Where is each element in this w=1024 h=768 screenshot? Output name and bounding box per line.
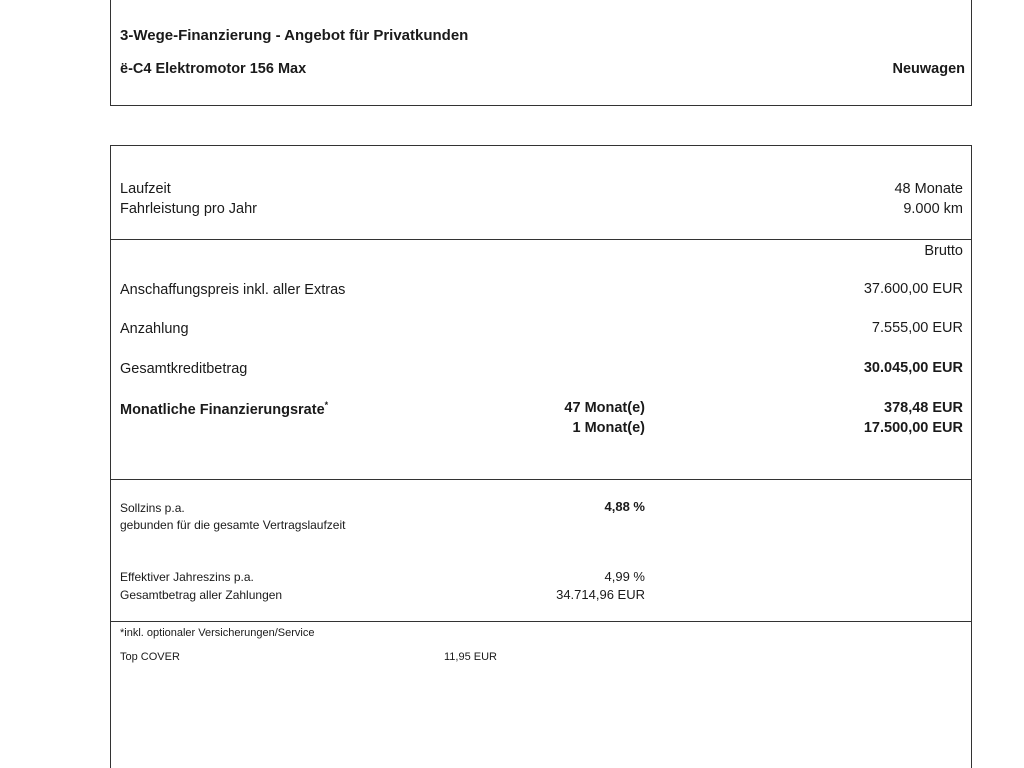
rate2-value: 17.500,00 EUR: [863, 420, 963, 436]
gesamt-value: 34.714,96 EUR: [556, 587, 645, 602]
effektiv-label: Effektiver Jahreszins p.a.: [120, 570, 254, 584]
sollzins-note: gebunden für die gesamte Vertragslaufzeit: [120, 518, 346, 532]
anzahlung-value: 7.555,00 EUR: [871, 320, 963, 336]
rate1-value: 378,48 EUR: [884, 400, 963, 416]
effektiv-value: 4,99 %: [604, 569, 645, 584]
rate-label-text: Monatliche Finanzierungsrate: [120, 401, 325, 418]
top-cover-label: Top COVER: [120, 651, 180, 663]
rate-asterisk: *: [324, 400, 329, 410]
insurance-footnote: *inkl. optionaler Versicherungen/Service: [120, 627, 315, 639]
divider: [111, 239, 971, 240]
sollzins-label: Sollzins p.a.: [120, 501, 185, 515]
divider: [111, 621, 971, 622]
rate2-months: 1 Monat(e): [572, 420, 645, 436]
rate-label: [120, 400, 328, 418]
sollzins-value: 4,88 %: [604, 499, 645, 514]
offer-title: 3-Wege-Finanzierung - Angebot für Privatkunden: [120, 27, 469, 44]
laufzeit-label: Laufzeit: [120, 181, 171, 197]
anzahlung-label: Anzahlung: [120, 321, 189, 337]
anschaffung-value: 37.600,00 EUR: [863, 281, 963, 297]
offer-header-box: [110, 0, 972, 106]
laufzeit-value: 48 Monate: [894, 181, 963, 197]
vehicle-model: ë-C4 Elektromotor 156 Max: [120, 61, 307, 77]
divider: [111, 479, 971, 480]
kredit-label: Gesamtkreditbetrag: [120, 361, 248, 377]
kredit-value: 30.045,00 EUR: [863, 360, 963, 376]
offer-details-box: [110, 145, 972, 768]
fahrleistung-value: 9.000 km: [903, 201, 963, 217]
gesamt-label: Gesamtbetrag aller Zahlungen: [120, 588, 283, 602]
top-cover-value: 11,95 EUR: [444, 651, 497, 663]
anschaffung-label: Anschaffungspreis inkl. aller Extras: [120, 282, 346, 298]
fahrleistung-label: Fahrleistung pro Jahr: [120, 201, 258, 217]
brutto-column-label: Brutto: [924, 243, 963, 259]
rate1-months: 47 Monat(e): [564, 400, 645, 416]
vehicle-condition: Neuwagen: [892, 61, 965, 77]
